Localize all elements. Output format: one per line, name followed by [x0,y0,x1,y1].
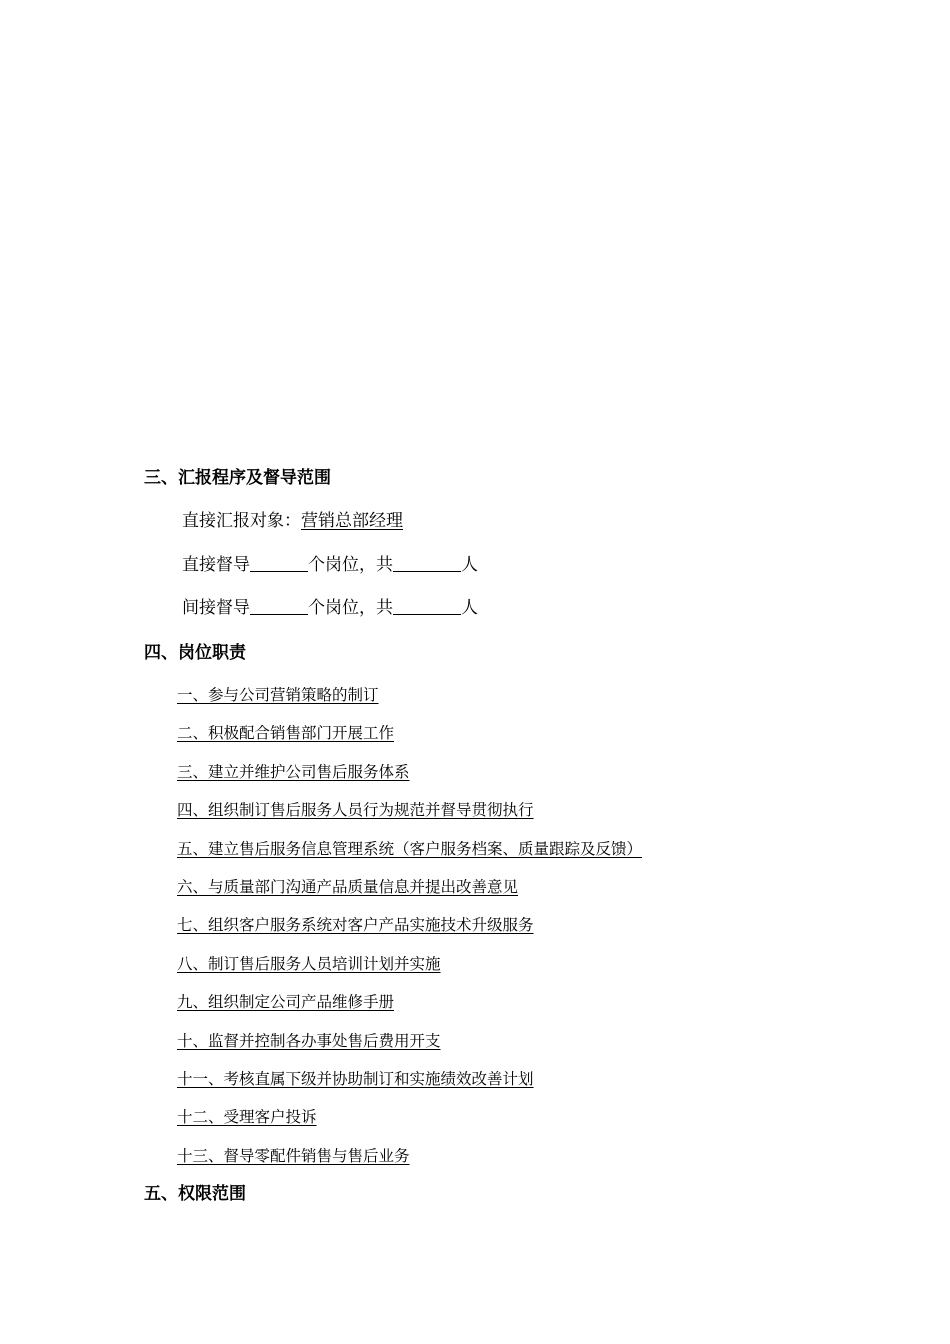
indirect-people-blank [393,597,461,615]
duty-item: 八、制订售后服务人员培训计划并实施 [177,954,441,973]
indirect-positions-blank [250,597,308,615]
duty-item: 六、与质量部门沟通产品质量信息并提出改善意见 [177,877,519,896]
indirect-supervision-mid: 个岗位，共 [308,598,393,618]
duty-item: 四、组织制订售后服务人员行为规范并督导贯彻执行 [177,801,534,820]
indirect-supervision-end: 人 [461,598,478,618]
duty-item: 九、组织制定公司产品维修手册 [177,993,395,1012]
indirect-supervision-label: 间接督导 [182,598,250,618]
direct-supervision-end: 人 [461,555,478,575]
duty-item: 十二、受理客户投诉 [177,1108,317,1127]
duty-item: 一、参与公司营销策略的制订 [177,686,379,704]
direct-supervision-line [182,554,478,576]
duties-list [177,684,642,1183]
section-4-heading: 四、岗位职责 [144,643,246,663]
direct-supervision-mid: 个岗位，共 [308,555,393,575]
report-target-value: 营销总部经理 [301,511,403,531]
indirect-supervision-line [182,597,478,619]
direct-people-blank [393,554,461,572]
duty-item: 十三、督导零配件销售与售后业务 [177,1146,410,1165]
direct-supervision-label: 直接督导 [182,555,250,575]
duty-item: 三、建立并维护公司售后服务体系 [177,762,410,781]
section-5-heading: 五、权限范围 [144,1184,246,1204]
duty-item: 十、监督并控制各办事处售后费用开支 [177,1031,441,1050]
section-3-heading: 三、汇报程序及督导范围 [144,468,331,488]
duty-item: 五、建立售后服务信息管理系统（客户服务档案、质量跟踪及反馈） [177,839,643,858]
report-target-label: 直接汇报对象： [182,511,301,531]
duty-item: 二、积极配合销售部门开展工作 [177,724,395,743]
report-target-line [182,510,403,532]
duty-item: 七、组织客户服务系统对客户产品实施技术升级服务 [177,916,534,935]
duty-item: 十一、考核直属下级并协助制订和实施绩效改善计划 [177,1069,534,1088]
direct-positions-blank [250,554,308,572]
